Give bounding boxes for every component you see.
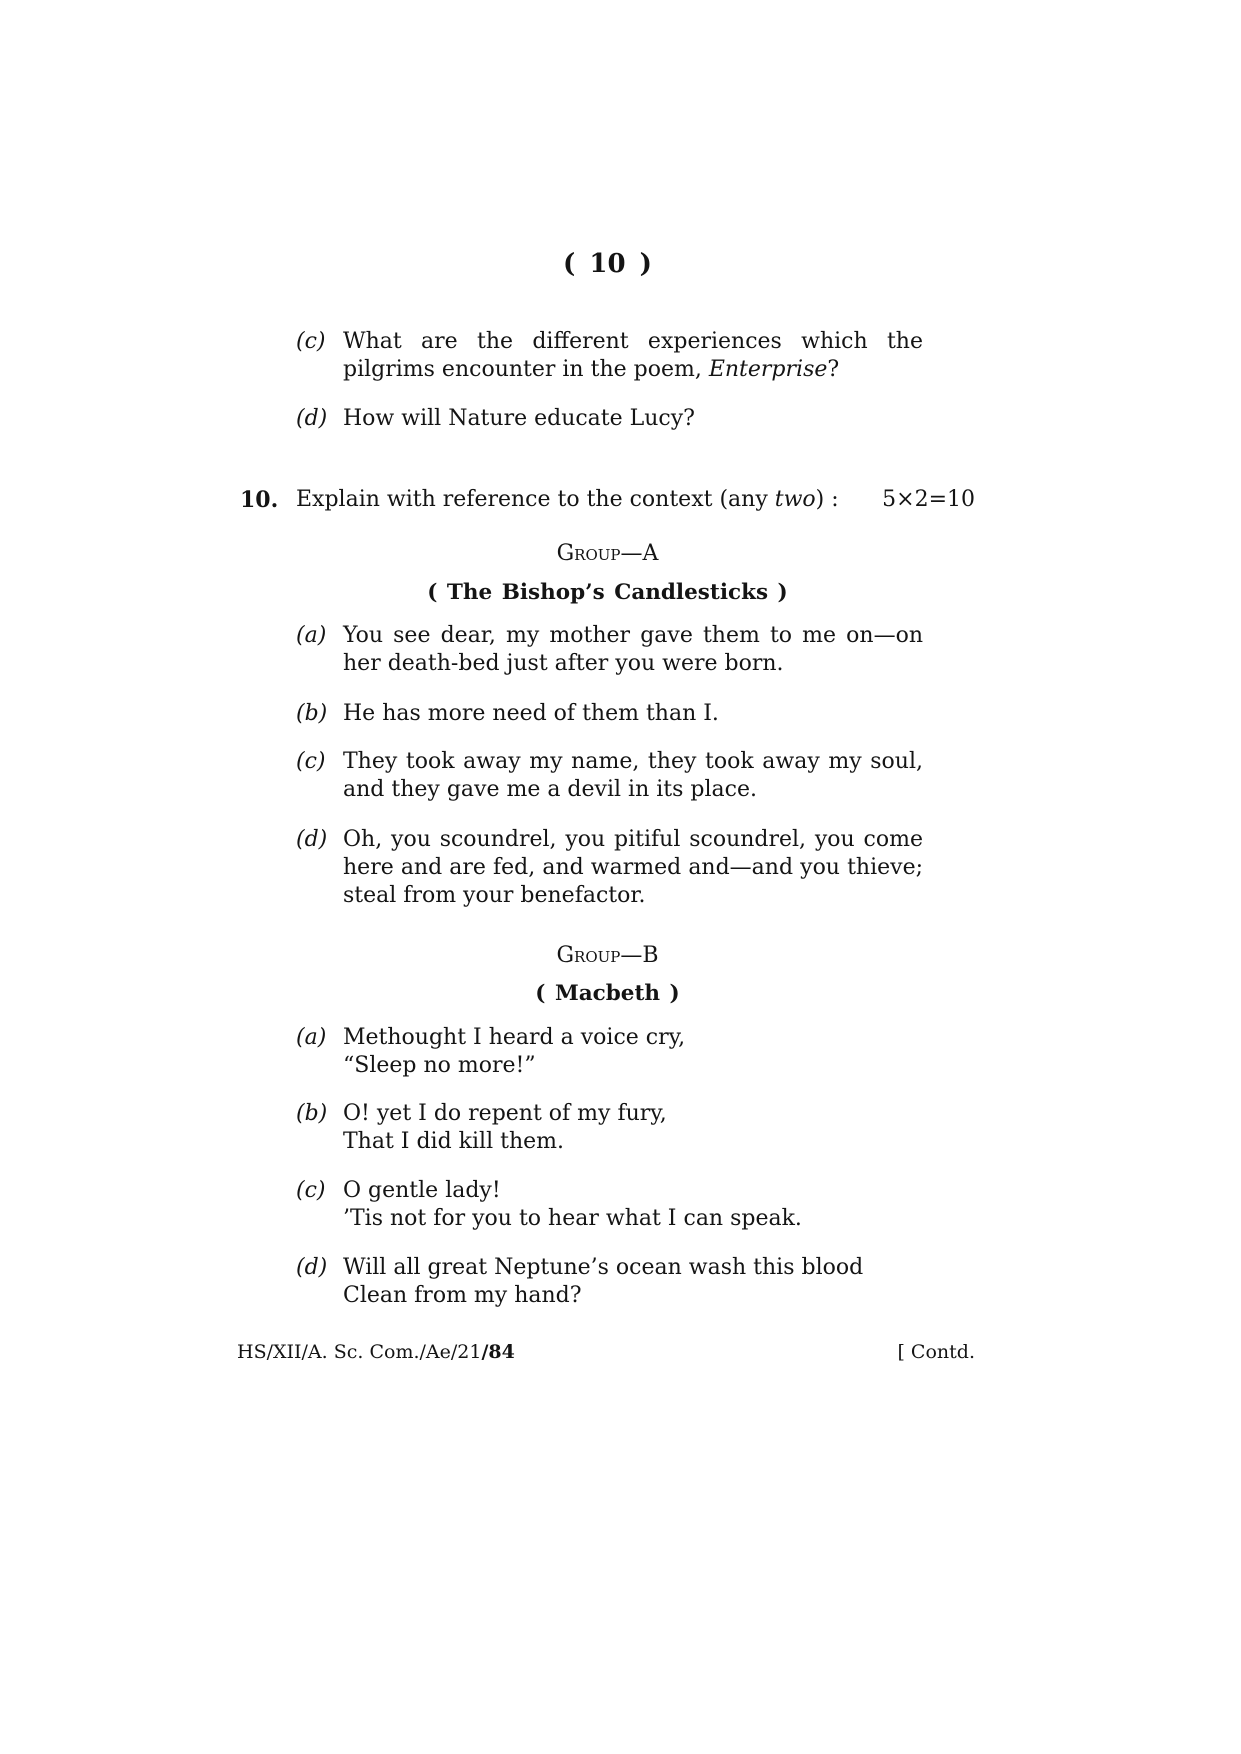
item-text	[343, 405, 923, 433]
item-line: That I did kill them.	[343, 1129, 564, 1154]
item-line: steal from your benefactor.	[343, 883, 646, 908]
question-10	[0, 486, 1241, 514]
item-text	[343, 1177, 923, 1233]
question-instruction	[296, 486, 839, 514]
item-line: Oh, you scoundrel, you pitiful scoundrel, you come	[343, 827, 923, 852]
item-label: (b)	[296, 1101, 328, 1126]
item-label: (b)	[296, 701, 328, 726]
item-line: here and are fed, and warmed and—and you thieve;	[343, 855, 923, 880]
item-line: O gentle lady!	[343, 1178, 501, 1203]
item-line: Methought I heard a voice cry,	[343, 1025, 686, 1050]
group-heading: Group—A	[556, 541, 659, 566]
marks: 5×2=10	[882, 487, 975, 512]
item-text	[343, 748, 923, 804]
item-text	[343, 622, 923, 678]
item-line: What are the different experiences which the	[343, 329, 923, 354]
page-number: ( 10 )	[563, 249, 652, 279]
question-number: 10.	[240, 487, 279, 513]
instruction-text: ) :	[815, 487, 839, 512]
item-line: and they gave me a devil in its place.	[343, 777, 757, 802]
group-heading: Group—B	[556, 943, 659, 968]
item-line: He has more need of them than I.	[343, 701, 719, 726]
instruction-text: Explain with reference to the context (any	[296, 487, 775, 512]
poem-title: Enterprise	[708, 357, 828, 382]
item-line: You see dear, my mother gave them to me on—on	[343, 623, 923, 648]
item-line: her death-bed just after you were born.	[343, 651, 784, 676]
item-line: How will Nature educate Lucy?	[343, 406, 695, 431]
item-label: (d)	[296, 827, 328, 852]
item-line: ’Tis not for you to hear what I can speak.	[343, 1206, 802, 1231]
item-label: (d)	[296, 1255, 328, 1280]
item-label: (a)	[296, 623, 327, 648]
paper-code	[237, 1340, 515, 1364]
item-line: “Sleep no more!”	[343, 1053, 536, 1078]
item-label: (c)	[296, 329, 326, 354]
paper-code-text: HS/XII/A. Sc. Com./Ae/21	[237, 1341, 482, 1363]
item-line: They took away my name, they took away my soul,	[343, 749, 923, 774]
item-label: (c)	[296, 749, 326, 774]
line-text: ?	[827, 357, 840, 382]
item-text	[343, 1100, 923, 1156]
continued-note: [ Contd.	[897, 1341, 975, 1363]
item-text	[343, 1254, 923, 1310]
item-label: (c)	[296, 1178, 326, 1203]
page-footer	[237, 1340, 975, 1364]
item-line: Will all great Neptune’s ocean wash this blood	[343, 1255, 864, 1280]
item-label: (d)	[296, 406, 328, 431]
group-title: ( The Bishop’s Candlesticks )	[427, 580, 788, 605]
item-line: Clean from my hand?	[343, 1283, 582, 1308]
item-text	[343, 700, 923, 728]
paper-code-number: /84	[481, 1341, 515, 1363]
item-text	[343, 328, 923, 384]
item-text	[343, 1024, 923, 1080]
item-line: O! yet I do repent of my fury,	[343, 1101, 667, 1126]
item-label: (a)	[296, 1025, 327, 1050]
line-text: pilgrims encounter in the poem,	[343, 357, 709, 382]
instruction-emphasis: two	[774, 487, 816, 512]
group-title: ( Macbeth )	[535, 981, 680, 1006]
item-text	[343, 826, 923, 910]
item-line	[343, 356, 923, 384]
